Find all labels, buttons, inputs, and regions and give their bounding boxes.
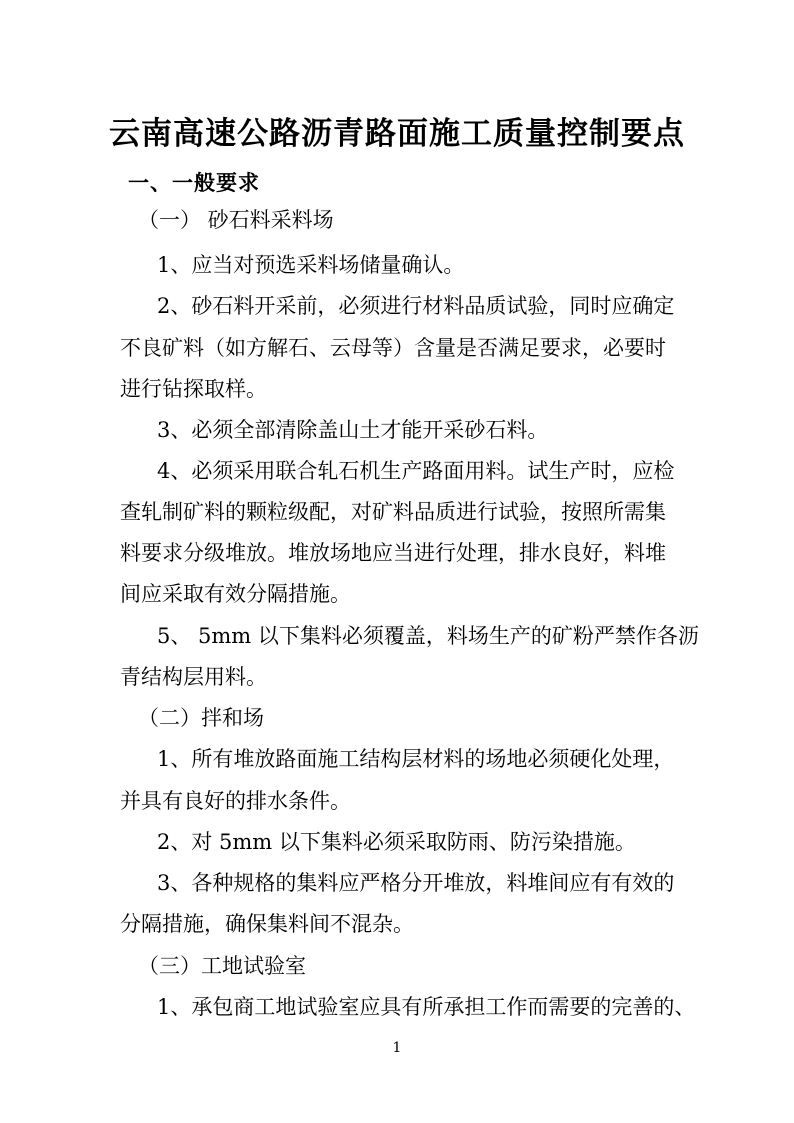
paragraph-line: 4、必须采用联合轧石机生产路面用料。试生产时，应检 xyxy=(157,459,675,483)
paragraph-line: 1、所有堆放路面施工结构层材料的场地必须硬化处理， xyxy=(157,747,675,771)
paragraph-line: 间应采取有效分隔措施。 xyxy=(120,582,351,606)
paragraph-line: 料要求分级堆放。堆放场地应当进行处理，排水良好，料堆 xyxy=(120,541,666,565)
subsection-heading: （二）拌和场 xyxy=(138,706,264,730)
paragraph-line: 进行钻探取样。 xyxy=(120,377,267,401)
paragraph-line: 5、 5mm 以下集料必须覆盖，料场生产的矿粉严禁作各沥 xyxy=(157,624,699,648)
page-title: 云南高速公路沥青路面施工质量控制要点 xyxy=(109,116,685,152)
paragraph-line: 3、各种规格的集料应严格分开堆放，料堆间应有有效的 xyxy=(157,871,675,895)
section-heading: 一、一般要求 xyxy=(128,170,260,195)
subsection-heading: （三）工地试验室 xyxy=(138,954,306,978)
paragraph-line: 并具有良好的排水条件。 xyxy=(120,789,351,813)
subsection-heading: （一） 砂石料采料场 xyxy=(138,208,334,232)
paragraph-line: 1、应当对预选采料场储量确认。 xyxy=(157,253,465,277)
paragraph-line: 2、砂石料开采前，必须进行材料品质试验，同时应确定 xyxy=(157,294,675,318)
paragraph-line: 不良矿料（如方解石、云母等）含量是否满足要求，必要时 xyxy=(120,336,666,360)
page-number: 1 xyxy=(392,1040,402,1056)
paragraph-line: 3、必须全部清除盖山土才能开采砂石料。 xyxy=(157,418,549,442)
paragraph-line: 青结构层用料。 xyxy=(120,665,267,689)
paragraph-line: 分隔措施，确保集料间不混杂。 xyxy=(120,912,414,936)
paragraph-line: 2、对 5mm 以下集料必须采取防雨、防污染措施。 xyxy=(157,830,636,854)
paragraph-line: 查轧制矿料的颗粒级配，对矿料品质进行试验，按照所需集 xyxy=(120,500,666,524)
paragraph-line: 1、承包商工地试验室应具有所承担工作而需要的完善的、 xyxy=(157,995,696,1019)
